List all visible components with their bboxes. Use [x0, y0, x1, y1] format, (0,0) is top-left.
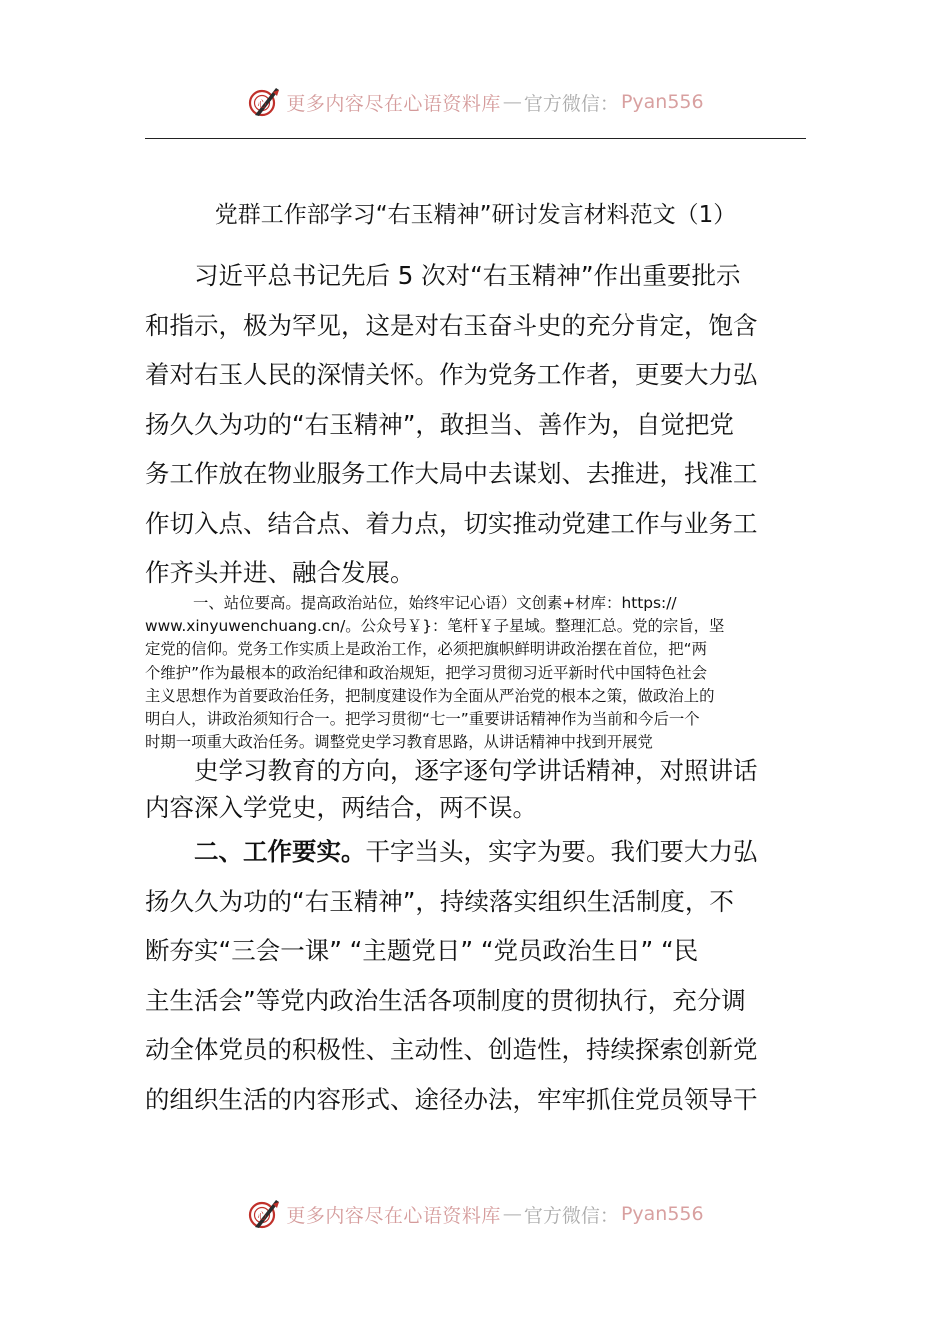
paragraph-line: 的组织生活的内容形式、途径办法，牢牢抓住党员领导干 [145, 1084, 758, 1114]
small-line: www.xinyuwenchuang.cn/。公众号￥}：笔杆￥子星域。整理汇总。党的宗旨，坚 [145, 617, 725, 636]
paragraph-line: 作切入点、结合点、着力点，切实推动党建工作与业务工 [145, 508, 758, 538]
section-2-first-line [145, 827, 806, 877]
section-2-first-line-text: 干字当头，实字为要。我们要大力弘 [365, 837, 758, 866]
paragraph-line: 史学习教育的方向，逐字逐句学讲话精神，对照讲话 [194, 756, 758, 785]
watermark-wechat-label: 官方微信： [523, 92, 619, 115]
paragraph-line: 扬久久为功的“右玉精神”，持续落实组织生活制度，不 [145, 886, 734, 916]
small-line: 个维护”作为最根本的政治纪律和政治规矩，把学习贯彻习近平新时代中国特色社会 [145, 663, 708, 682]
small-line: 一、站位要高。提高政治站位，始终牢记心语）文创素+材库：https:// [193, 594, 677, 612]
paragraph-line: 作齐头并进、融合发展。 [145, 558, 415, 587]
quill-logo-icon [246, 1196, 282, 1232]
svg-text:心: 心 [257, 1212, 267, 1222]
quill-logo-icon [246, 84, 282, 120]
intro-paragraph [145, 251, 806, 598]
paragraph-line: 内容深入学党史，两结合，两不误。 [145, 793, 537, 822]
paragraph-line: 主生活会”等党内政治生活各项制度的贯彻执行，充分调 [145, 985, 746, 1015]
document-title: 党群工作部学习“右玉精神”研讨发言材料范文（1） [214, 202, 737, 228]
watermark-wechat-id: Pyan556 [620, 1203, 704, 1225]
watermark-wechat-id: Pyan556 [620, 91, 704, 113]
paragraph-line: 断夯实“三会一课” “主题党日” “党员政治生日” “民 [145, 936, 699, 965]
small-line: 定党的信仰。党务工作实质上是政治工作，必须把旗帜鲜明讲政治摆在首位，把“两 [145, 640, 708, 659]
watermark-dash: — [502, 91, 522, 113]
small-line: 明白人，讲政治须知行合一。把学习贯彻“七一”重要讲话精神作为当前和今后一个 [145, 709, 700, 728]
paragraph-line: 习近平总书记先后 5 次对“右玉精神”作出重要批示 [194, 261, 741, 290]
small-line: 主义思想作为首要政治任务，把制度建设作为全面从严治党的根本之策，做政治上的 [145, 686, 715, 705]
paragraph-line: 扬久久为功的“右玉精神”，敢担当、善作为，自觉把党 [145, 409, 734, 439]
watermark-dash: — [502, 1203, 522, 1225]
section-1-tail [145, 752, 806, 826]
watermark-text: 更多内容尽在心语资料库 [286, 1204, 501, 1227]
section-1-small-block [145, 592, 806, 754]
paragraph-line: 着对右玉人民的深情关怀。作为党务工作者，更要大力弘 [145, 360, 758, 389]
paragraph-line: 动全体党员的积极性、主动性、创造性，持续探索创新党 [145, 1035, 758, 1064]
header-divider [145, 138, 806, 139]
watermark-text: 更多内容尽在心语资料库 [286, 92, 501, 115]
svg-text:心: 心 [257, 100, 267, 110]
watermark-wechat-label: 官方微信： [523, 1204, 619, 1227]
small-line: 时期一项重大政治任务。调整党史学习教育思路，从讲话精神中找到开展党 [145, 733, 653, 752]
paragraph-line: 务工作放在物业服务工作大局中去谋划、去推进，找准工 [145, 459, 758, 488]
footer-watermark [0, 1194, 950, 1234]
section-2-heading: 二、工作要实。 [194, 837, 366, 866]
header-watermark [0, 82, 950, 122]
section-2-paragraph [145, 827, 806, 1124]
paragraph-line: 和指示，极为罕见，这是对右玉奋斗史的充分肯定，饱含 [145, 310, 758, 340]
